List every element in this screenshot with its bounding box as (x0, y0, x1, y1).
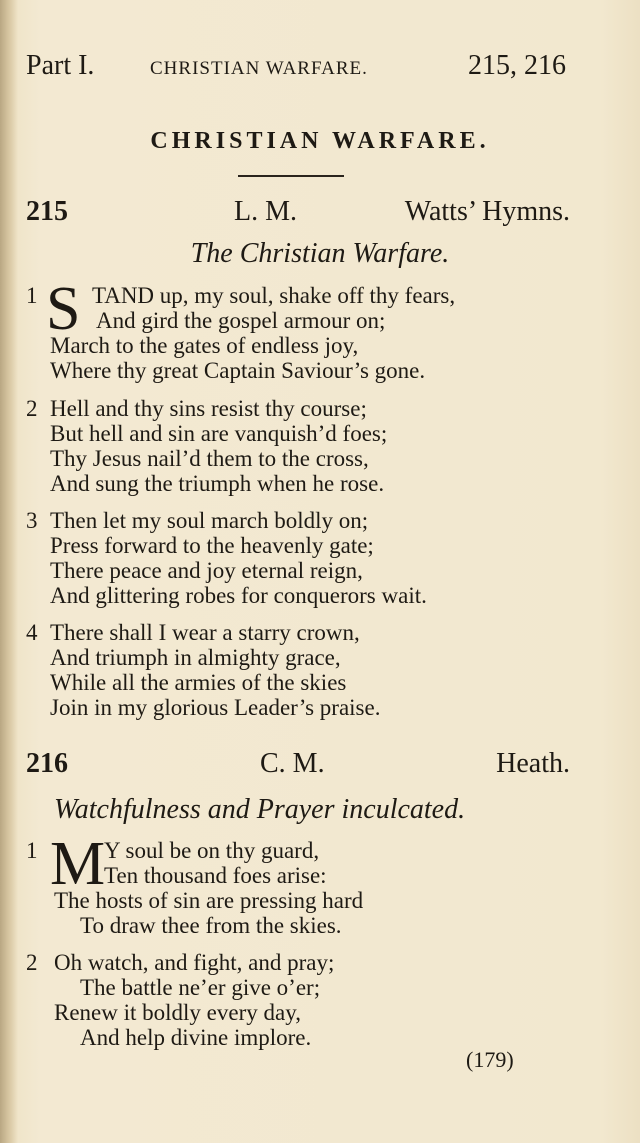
verse-line: The battle ne’er give o’er; (80, 975, 321, 1000)
verse-line: Renew it boldly every day, (54, 1000, 301, 1025)
verse-line: To draw thee from the skies. (80, 913, 342, 938)
verse-line: And glittering robes for conquerors wait. (50, 583, 427, 608)
verse-number: 4 (26, 620, 38, 645)
verse-number: 2 (26, 396, 38, 421)
hymn-header-215 (26, 196, 570, 230)
verse-line: Then let my soul march boldly on; (50, 508, 369, 533)
verse-line: And triumph in almighty grace, (50, 645, 341, 670)
verse-number: 2 (26, 950, 38, 975)
hymn-meter: C. M. (260, 748, 325, 779)
verse-number: 3 (26, 508, 38, 533)
verse-line: And gird the gospel armour on; (96, 308, 386, 333)
verse-line: Join in my glorious Leader’s praise. (50, 695, 381, 720)
running-head-section: CHRISTIAN WARFARE. (150, 58, 368, 79)
page-number: (179) (466, 1047, 514, 1072)
verse-number: 1 (26, 283, 38, 308)
verse-line: Ten thousand foes arise: (104, 863, 327, 888)
section-title: CHRISTIAN WARFARE. (150, 128, 490, 154)
verse-line: Oh watch, and fight, and pray; (54, 950, 335, 975)
verse-line: Press forward to the heavenly gate; (50, 533, 374, 558)
title-rule (238, 175, 344, 177)
running-head-numbers: 215, 216 (468, 50, 566, 81)
verse-line: But hell and sin are vanquish’d foes; (50, 421, 388, 446)
verse-line: And help divine implore. (80, 1025, 312, 1050)
page-gutter (0, 0, 18, 1143)
verse-line: Y soul be on thy guard, (104, 838, 320, 863)
running-head (26, 50, 566, 84)
verse-line: There peace and joy eternal reign, (50, 558, 363, 583)
verse-line: The hosts of sin are pressing hard (54, 888, 364, 913)
verse-line: TAND up, my soul, shake off thy fears, (92, 283, 456, 308)
verse-line: Thy Jesus nail’d them to the cross, (50, 446, 369, 471)
verse-line: And sung the triumph when he rose. (50, 471, 385, 496)
hymn-title-216: Watchfulness and Prayer inculcated. (54, 794, 466, 825)
hymn-header-216 (26, 748, 570, 782)
hymn-source: Heath. (496, 748, 570, 779)
hymn-number: 216 (26, 748, 68, 779)
hymn-source: Watts’ Hymns. (404, 196, 570, 227)
hymn-meter: L. M. (234, 196, 297, 227)
hymn-number: 215 (26, 196, 68, 227)
drop-cap: M (50, 830, 106, 898)
verse-line: There shall I wear a starry crown, (50, 620, 360, 645)
running-head-part: Part I. (26, 50, 95, 81)
verse-line: Hell and thy sins resist thy course; (50, 396, 367, 421)
verse-line: Where thy great Captain Saviour’s gone. (50, 358, 426, 383)
drop-cap: S (46, 275, 81, 343)
verse-number: 1 (26, 838, 38, 863)
verse-line: March to the gates of endless joy, (50, 333, 359, 358)
verse-line: While all the armies of the skies (50, 670, 347, 695)
hymn-title-215: The Christian Warfare. (190, 238, 450, 269)
